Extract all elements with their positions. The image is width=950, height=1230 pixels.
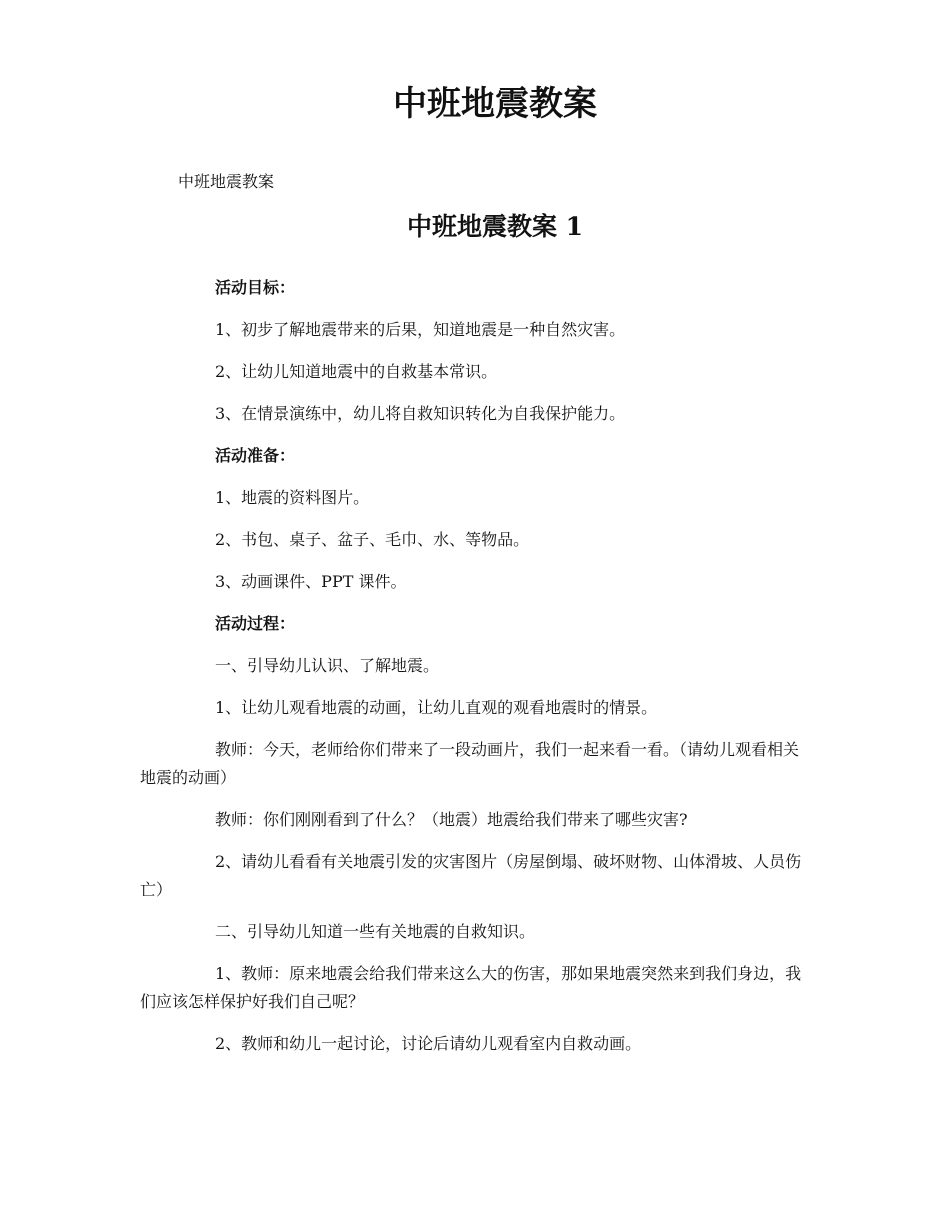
document-body: [140, 274, 812, 1072]
paragraph: 2、教师和幼儿一起讨论，讨论后请幼儿观看室内自救动画。: [215, 1034, 642, 1053]
paragraph: 一、引导幼儿认识、了解地震。: [215, 656, 440, 675]
section-heading: 活动目标：: [215, 278, 296, 297]
paragraph: 教师：今天，老师给你们带来了一段动画片，我们一起来看一看。（请幼儿观看相关地震的动画）: [140, 740, 800, 787]
paragraph: 3、在情景演练中，幼儿将自救知识转化为自我保护能力。: [215, 404, 626, 423]
section-heading: 活动准备：: [215, 446, 296, 465]
paragraph: 2、请幼儿看看有关地震引发的灾害图片（房屋倒塌、破坏财物、山体滑坡、人员伤亡）: [140, 852, 802, 899]
section-heading: 活动过程：: [215, 614, 296, 633]
paragraph: 1、地震的资料图片。: [215, 488, 370, 507]
paragraph: 2、书包、桌子、盆子、毛巾、水、等物品。: [215, 530, 530, 549]
paragraph: 1、让幼儿观看地震的动画，让幼儿直观的观看地震时的情景。: [215, 698, 658, 717]
paragraph: 3、动画课件、PPT 课件。: [215, 572, 407, 591]
paragraph: 教师：你们刚刚看到了什么？（地震）地震给我们带来了哪些灾害?: [215, 810, 688, 829]
document-subtitle: 中班地震教案: [178, 172, 275, 191]
paragraph: 二、引导幼儿知道一些有关地震的自救知识。: [215, 922, 536, 941]
document-title: 中班地震教案: [393, 84, 597, 124]
section-title: 中班地震教案 1: [406, 212, 584, 241]
paragraph: 1、教师：原来地震会给我们带来这么大的伤害，那如果地震突然来到我们身边，我们应该怎样保护好我们自己呢？: [140, 964, 802, 1011]
paragraph: 1、初步了解地震带来的后果，知道地震是一种自然灾害。: [215, 320, 626, 339]
paragraph: 2、让幼儿知道地震中的自救基本常识。: [215, 362, 498, 381]
